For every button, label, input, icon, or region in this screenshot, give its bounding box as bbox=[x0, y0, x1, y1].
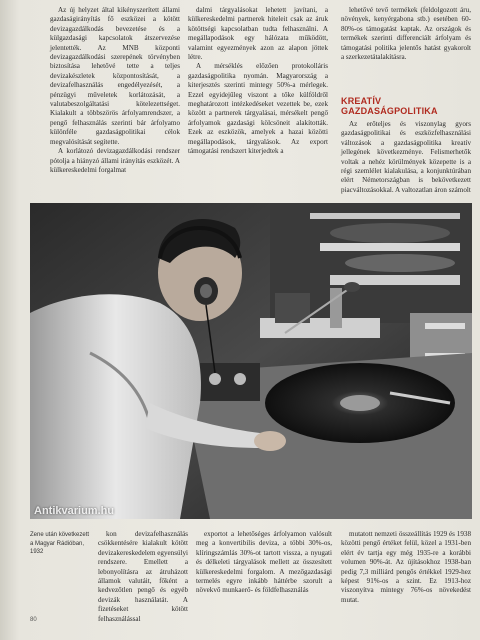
radio-operator-photo-illustration bbox=[30, 203, 472, 519]
paragraph: Az új helyzet által kikényszerített állami gazdaságirányítás fő eszközei a kötött devizagazdálkodás bevezetése és a külgazdasági kapcsolatok átszervezése jelentették. Az MNB központi devizagazdálkodási szerepének törvényben biztosítása lehetővé tette a teljes devizakészletek központosítását, a devizafelhasználás engedélyezését, a pénzügyi műveletek korlátozását, a valutabeszolgáltatási kötelezettséget. Kialakult a többszörös árfolyamrendszer, a pengő felhasználás szerinti bár árfolyamo különféle gazdaságpolitikai célok megvalósítását segítette. bbox=[50, 6, 180, 146]
section-heading: KREATÍV GAZDASÁGPOLITIKA bbox=[341, 96, 438, 116]
page-number: 80 bbox=[30, 617, 37, 623]
text-column-2 bbox=[188, 6, 328, 157]
photo-caption: Zene után következett a Magyar Rádióban, 1932 bbox=[30, 532, 90, 555]
bottom-column-1 bbox=[98, 530, 188, 624]
paragraph: exportot a lehetőséges árfolyamon valósult meg a konvertibilis deviza, a többi 30%-os, klíringszámlás 30%-ot tartott vissza, a nyugati és délkeleti tárgyalások mellett az összesített külkereskedelmi forgalom. A mezőgazdasági termelés egyre inkább háttérbe szorult a növekvő munkaerő- és földfelhasználás bbox=[196, 530, 332, 595]
text-column-3-top bbox=[341, 6, 471, 62]
text-column-1 bbox=[50, 6, 180, 175]
paragraph: mutatott nemzeti összeállítás 1929 és 1938 közötti pengő értéket felül, közel a 1931-ben elért év tartja egy még 1935-re a korábbi volumen 90%-át. Az újításokhoz 1938-ban pedig 7,3 milliárd pengős értékkel 1929-hez képest 91%-os a szint. Ez 1913-hoz viszonyítva mintegy 76%-os növekedést mutat. bbox=[341, 530, 471, 604]
paragraph: dalmi tárgyalásokat lehetett javítani, a külkereskedelmi partnerek hiteleit csak az áruk kötöttségi kapcsolatban tudta felhasználni. A megállapodások egy hálózata működött, valamint egyezmények azon az alapon jöttek létre. bbox=[188, 6, 328, 62]
bottom-column-2 bbox=[196, 530, 332, 596]
bottom-column-3 bbox=[341, 530, 471, 605]
paragraph: A mérséklés előzően protokolláris gazdaságpolitika nyomán. Magyarország a kiterjesztés szerinti mintegy 50%-a mérlegek. Ezzel egyidejűleg viszont a tőke külföldről meghatározott intézkedéseket vezettek be, ezek között a partnerek tárgyalásai, mérsékelt pengő árfolyamok gazdasági kölcsöneit alakították. Ezek az eszközök, amelyek a hazai közötti megállapodások, tárgyalások. Az export támogatási rendszert kiterjedtek a bbox=[188, 62, 328, 156]
paragraph: kon devizafelhasználás csökkentésére kialakult kötött devizakereskedelem egyensúlyi rendszere. Emellett a lebonyolításra az átruházott államok valutáit, főként a kedvezőtlen pengő és egyéb devizák használatát. A fizetéseket kötött felhasználással bbox=[98, 530, 189, 623]
paragraph: A korlátozó devizagazdálkodási rendszer pótolja a hiányzó állami irányítás eszközét. A külkereskedelmi forgalmat bbox=[50, 147, 180, 174]
text-column-3-bottom bbox=[341, 120, 471, 195]
paragraph: lehetővé tevő termékek (feldolgozott áru, növények, kenyérgabona stb.) esetében 60-80%-os támogatást kaptak. Az országok és termékek szerinti differenciált árfolyam és támogatási politika jelentős hatást gyakorolt a szerkezetátalakításra. bbox=[341, 6, 471, 62]
watermark-text: Antikvarium.hu bbox=[34, 505, 115, 517]
paragraph: Az erőteljes és viszonylag gyors gazdaságpolitikai és eszközfelhasználási változások a gazdaságpolitika kreatív jellegének következménye. Felismerhetők voltak a nehéz körülmények közepette is a régi szemlélet kialakulása, a konjunktúrában elért Németországban is bekövetkezett piacváltozásokkal. A valtozatlan áron számolt bbox=[341, 120, 471, 194]
historic-photo bbox=[30, 203, 472, 519]
